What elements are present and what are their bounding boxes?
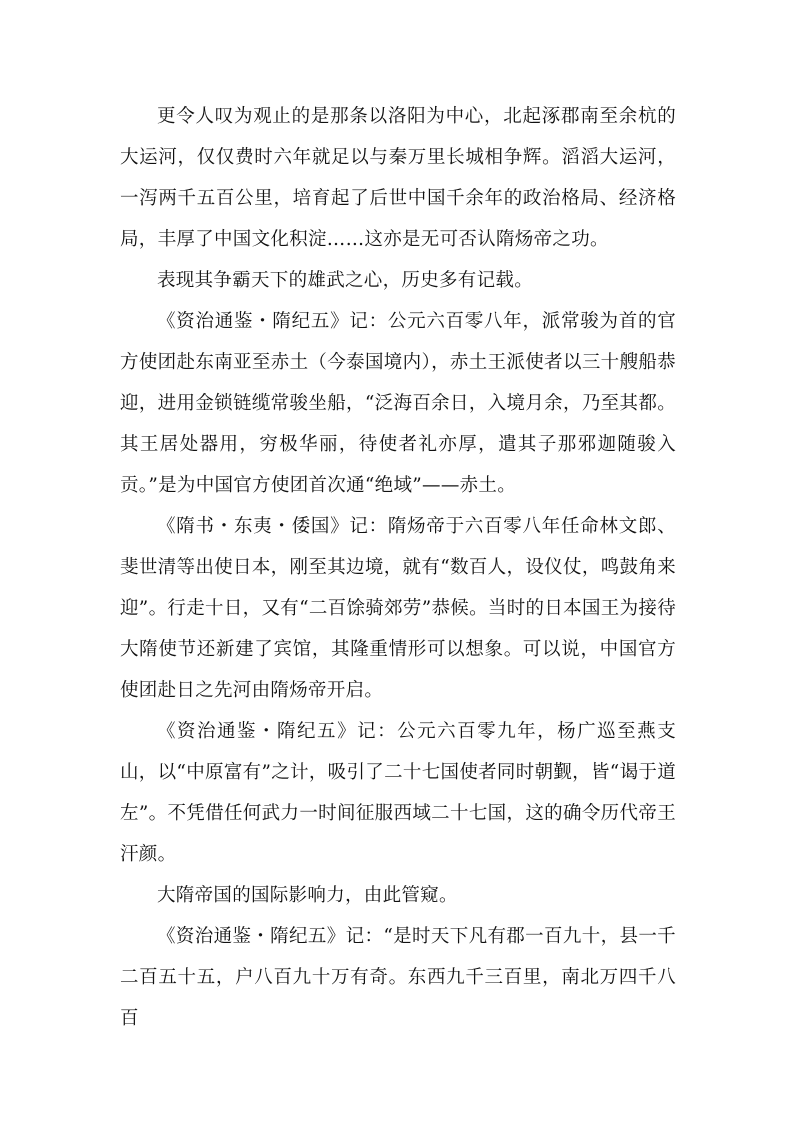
document-body bbox=[120, 96, 676, 1039]
paragraph-ambition: 表现其争霸天下的雄武之心，历史多有记载。 bbox=[157, 270, 534, 291]
paragraph-western-regions: 《资治通鉴・隋纪五》记：公元六百零九年，杨广巡至燕支山，以“中原富有”之计，吸引了二十七国使者同时朝觐，皆“谒于道左”。不凭借任何武力一时间征服西域二十七国，这的确令历代帝王汗颜。 bbox=[120, 721, 676, 865]
paragraph-japan-mission: 《隋书・东夷・倭国》记：隋炀帝于六百零八年任命林文郎、斐世清等出使日本，刚至其边境，就有“数百人，设仪仗，鸣鼓角来迎”。行走十日，又有“二百馀骑郊劳”恭候。当时的日本国王为接待大隋使节还新建了宾馆，其隆重情形可以想象。可以说，中国官方使团赴日之先河由隋炀帝开启。 bbox=[120, 516, 676, 701]
paragraph-influence: 大隋帝国的国际影响力，由此管窥。 bbox=[157, 885, 458, 906]
paragraph-grand-canal: 更令人叹为观止的是那条以洛阳为中心，北起涿郡南至余杭的大运河，仅仅费时六年就足以与秦万里长城相争辉。滔滔大运河，一泻两千五百公里，培育起了后世中国千余年的政治格局、经济格局，丰厚了中国文化积淀……这亦是无可否认隋炀帝之功。 bbox=[120, 106, 676, 250]
paragraph-territory: 《资治通鉴・隋纪五》记：“是时天下凡有郡一百九十，县一千二百五十五，户八百九十万有奇。东西九千三百里，南北万四千八百 bbox=[120, 926, 676, 1029]
paragraph-chitu-mission: 《资治通鉴・隋纪五》记：公元六百零八年，派常骏为首的官方使团赴东南亚至赤土（今泰国境内），赤土王派使者以三十艘船恭迎，进用金锁链缆常骏坐船，“泛海百余日，入境月余，乃至其都。其王居处器用，穷极华丽，待使者礼亦厚，遣其子那邪迦随骏入贡。”是为中国官方使团首次通“绝域”——赤土。 bbox=[120, 311, 676, 496]
